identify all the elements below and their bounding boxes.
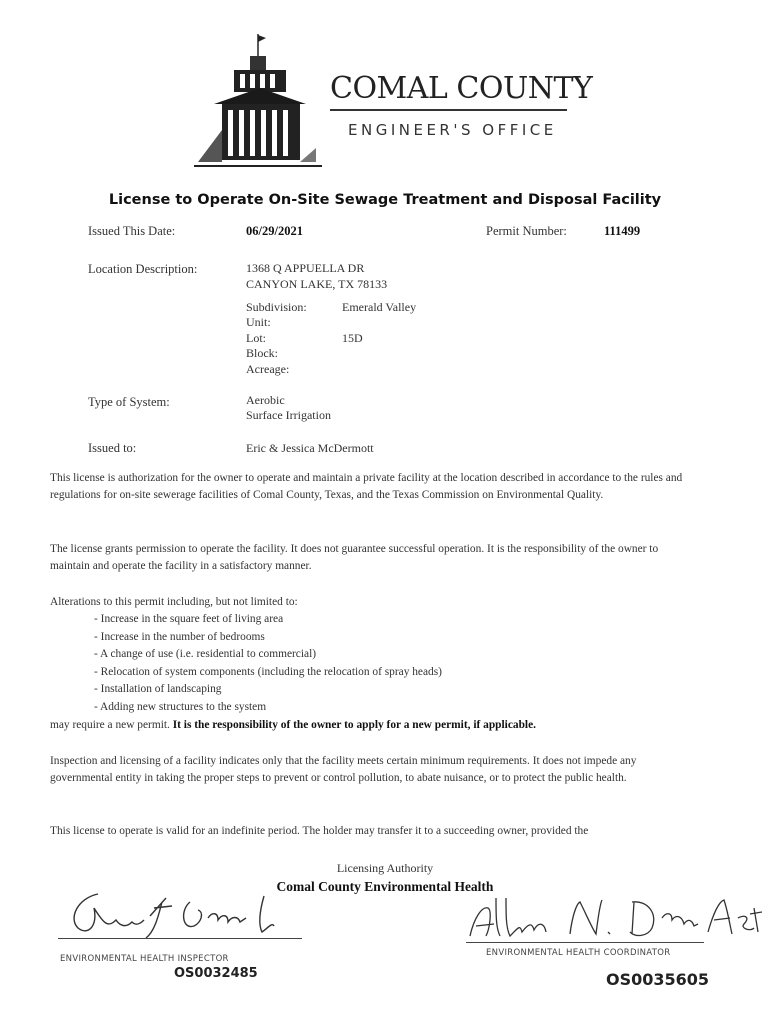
unit-label: Unit: [246,315,271,329]
alteration-item: - Relocation of system components (including the relocation of spray heads) [94,664,654,682]
coordinator-signature-line [466,942,704,943]
system-type-line-2: Surface Irrigation [246,408,331,422]
alterations-list [94,611,654,716]
address-line-1: 1368 Q APPUELLA DR [246,261,365,275]
issued-date-label: Issued This Date: [88,224,176,238]
coordinator-title: ENVIRONMENTAL HEALTH COORDINATOR [486,948,671,958]
alteration-item: - Installation of landscaping [94,681,654,699]
system-type-label: Type of System: [88,395,170,409]
permit-number-label: Permit Number: [486,224,567,238]
licensing-authority-name: Comal County Environmental Health [276,879,494,894]
coordinator-license-id: OS0035605 [606,970,710,989]
system-type-line-1: Aerobic [246,393,285,407]
address-line-2: CANYON LAKE, TX 78133 [246,277,388,291]
issued-date-value: 06/29/2021 [246,224,303,238]
inspector-signature-line [58,938,302,939]
location-label: Location Description: [88,262,198,276]
alteration-item: - A change of use (i.e. residential to commercial) [94,646,654,664]
inspector-signature [58,888,298,944]
new-permit-bold-text: It is the responsibility of the owner to apply for a new permit, if applicable. [172,719,536,731]
alterations-intro: Alterations to this permit including, but not limited to: [50,596,298,608]
block-label: Block: [246,346,278,360]
org-name-underline [330,109,567,111]
alteration-item: - Increase in the square feet of living area [94,611,654,629]
issued-to-value: Eric & Jessica McDermott [246,441,374,455]
inspector-title: ENVIRONMENTAL HEALTH INSPECTOR [60,954,229,964]
permit-number-value: 111499 [604,224,641,238]
inspector-license-id: OS0032485 [174,966,258,981]
inspection-paragraph: Inspection and licensing of a facility indicates only that the facility meets certain minimum requirements. It does not impede any governmental entity in taking the proper steps to prevent or control pollution, to abate nuisance, or to protect the public health. [50,755,637,784]
alteration-item: - Adding new structures to the system [94,699,654,717]
acreage-label: Acreage: [246,362,290,376]
lot-value: 15D [342,331,363,345]
lot-label: Lot: [246,331,266,345]
new-permit-notice: may require a new permit. It is the responsibility of the owner to apply for a new permit, if applicable. [50,719,536,731]
coordinator-signature [462,888,762,950]
org-subtitle: ENGINEER'S OFFICE [348,121,557,139]
alteration-item: - Increase in the number of bedrooms [94,629,654,647]
validity-paragraph: This license to operate is valid for an indefinite period. The holder may transfer it to a succeeding owner, provided the [50,825,589,837]
document-title: License to Operate On-Site Sewage Treatment and Disposal Facility [108,192,662,208]
subdivision-label: Subdivision: [246,300,307,314]
issued-to-label: Issued to: [88,441,137,455]
permission-paragraph: The license grants permission to operate the facility. It does not guarantee successful operation. It is the responsibility of the owner to maintain and operate the facility in a satisfactory manner. [50,543,659,572]
subdivision-value: Emerald Valley [342,300,417,314]
org-name: COMAL COUNTY [330,71,593,106]
licensing-authority-label: Licensing Authority [336,861,434,875]
courthouse-logo-icon [192,30,332,170]
authorization-paragraph: This license is authorization for the owner to operate and maintain a private facility at the location described in accordance to the rules and regulations for on-site sewerage facilities of Comal County, Texas, and the Texas Commission on Environmental Quality. [50,472,683,501]
